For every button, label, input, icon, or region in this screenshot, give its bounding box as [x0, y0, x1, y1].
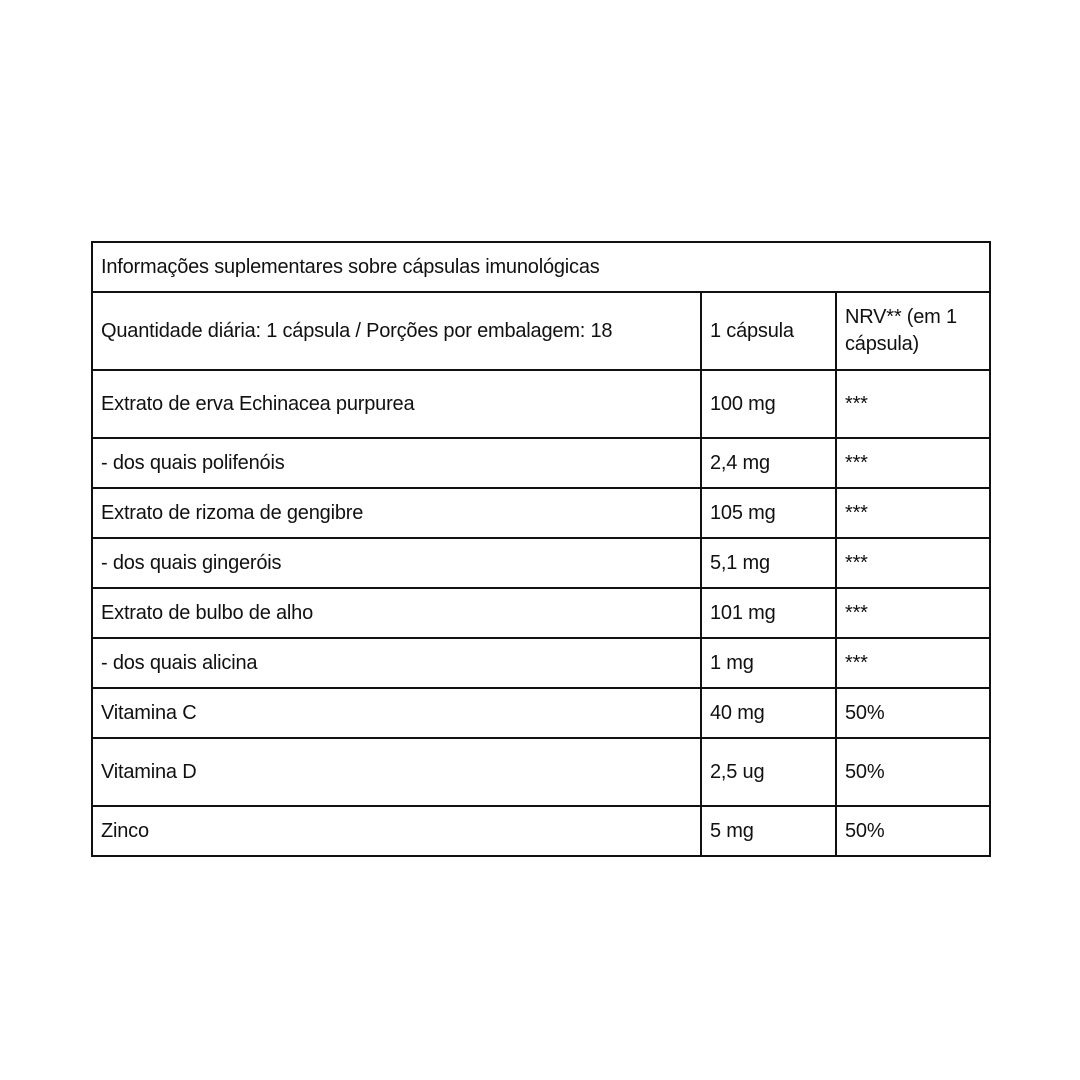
nutrient-amount: 1 mg [701, 638, 836, 688]
amount-column-header: 1 cápsula [701, 292, 836, 370]
nutrient-name: Vitamina C [92, 688, 701, 738]
nutrient-nrv: *** [836, 370, 990, 438]
nutrient-amount: 2,4 mg [701, 438, 836, 488]
table-row [92, 488, 990, 538]
nutrient-nrv: 50% [836, 688, 990, 738]
nutrient-name: - dos quais gingeróis [92, 538, 701, 588]
nutrient-nrv: *** [836, 438, 990, 488]
nutrient-nrv: *** [836, 538, 990, 588]
nutrient-nrv: *** [836, 488, 990, 538]
nutrient-name: Vitamina D [92, 738, 701, 806]
table-row [92, 738, 990, 806]
table-row [92, 688, 990, 738]
table-row [92, 588, 990, 638]
nrv-column-header: NRV** (em 1 cápsula) [836, 292, 990, 370]
nutrient-amount: 100 mg [701, 370, 836, 438]
nutrient-nrv: 50% [836, 806, 990, 856]
nutrient-nrv: *** [836, 638, 990, 688]
table-title: Informações suplementares sobre cápsulas imunológicas [92, 242, 990, 292]
table-row [92, 438, 990, 488]
nutrient-nrv: *** [836, 588, 990, 638]
table-title-row [92, 242, 990, 292]
nutrient-name: Extrato de bulbo de alho [92, 588, 701, 638]
nutrient-name: - dos quais polifenóis [92, 438, 701, 488]
nutrient-amount: 5,1 mg [701, 538, 836, 588]
nutrient-amount: 105 mg [701, 488, 836, 538]
table-header-row [92, 292, 990, 370]
nutrient-name: Zinco [92, 806, 701, 856]
nutrient-amount: 5 mg [701, 806, 836, 856]
table-row [92, 370, 990, 438]
serving-info: Quantidade diária: 1 cápsula / Porções por embalagem: 18 [92, 292, 701, 370]
nutrient-amount: 2,5 ug [701, 738, 836, 806]
table-row [92, 538, 990, 588]
nutrient-nrv: 50% [836, 738, 990, 806]
table-row [92, 638, 990, 688]
nutrient-name: Extrato de rizoma de gengibre [92, 488, 701, 538]
nutrient-amount: 101 mg [701, 588, 836, 638]
nutrient-name: - dos quais alicina [92, 638, 701, 688]
nutrient-amount: 40 mg [701, 688, 836, 738]
supplement-facts-table [91, 241, 991, 857]
nutrient-name: Extrato de erva Echinacea purpurea [92, 370, 701, 438]
table-row [92, 806, 990, 856]
